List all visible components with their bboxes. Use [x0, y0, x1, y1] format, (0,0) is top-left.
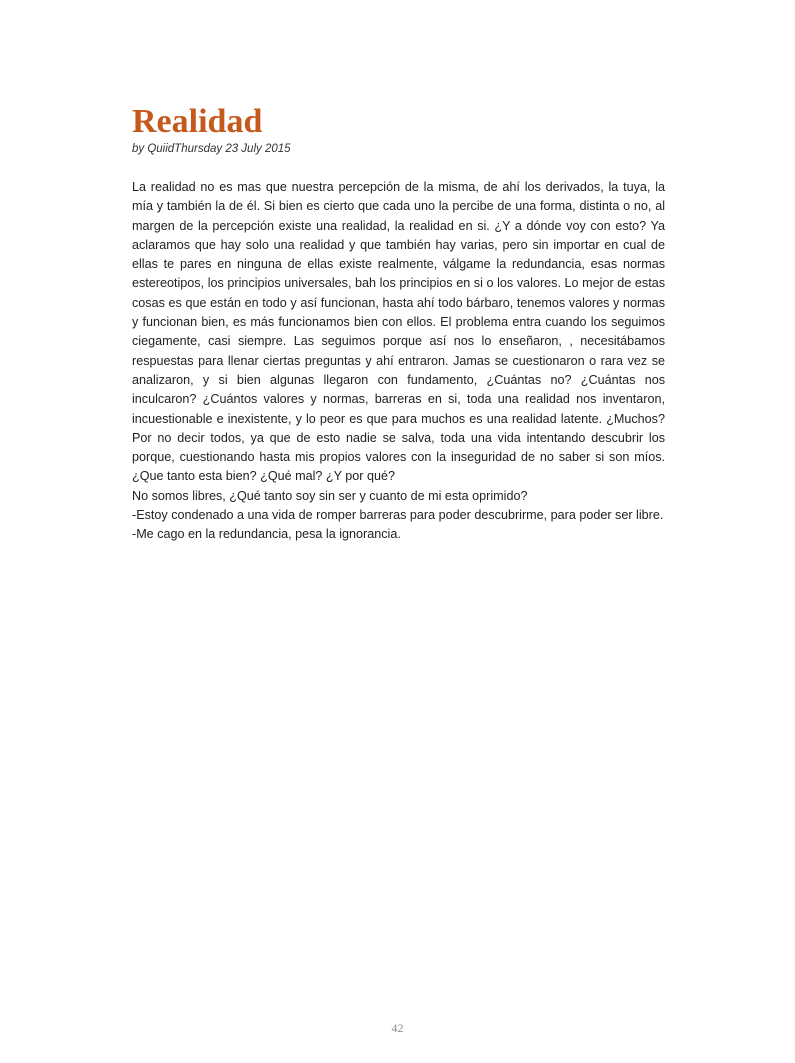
body-paragraph: No somos libres, ¿Qué tanto soy sin ser y cuanto de mi esta oprimido? — [132, 488, 528, 503]
body-paragraph: -Estoy condenado a una vida de romper barreras para poder descubrirme, para poder ser libre. — [132, 508, 664, 523]
body-paragraph: La realidad no es mas que nuestra percepción de la misma, de ahí los derivados, la tuya, la mía y también la de él. Si bien es cierto que cada uno la percibe de una forma, distinta o no, al margen de la percepción existe una realidad, la realidad en si. ¿Y a dónde voy con esto? Ya aclaramos que hay solo una realidad y que también hay varias, pero sin importar en cual de ellas te pares en ninguna de ellas existe realmente, válgame la redundancia, esas normas estereotipos, los principios universales, bah los principios en si o los valores. Lo mejor de estas cosas es que están en todo y así funcionan, hasta ahí todo bárbaro, tenemos valores y normas y funcionan bien, es más funcionamos bien con ellos. El problema entra cuando los seguimos ciegamente, casi siempre. Las seguimos porque así nos lo enseñaron, , necesitábamos respuestas para llenar ciertas preguntas y ahí entraron. Jamas se cuestionaron o rara vez se analizaron, y si bien algunas llegaron con fundamento, ¿Cuántas no? ¿Cuántas nos inculcaron? ¿Cuántos valores y normas, barreras en si, toda una realidad nos inventaron, incuestionable e inexistente, y lo peor es que para muchos es una realidad latente. ¿Muchos? Por no decir todos, ya que de esto nadie se salva, toda una vida intentando descubrir los porque, cuestionando hasta mis propios valores con la inseguridad de no saber si son míos. ¿Que tanto esta bien? ¿Qué mal? ¿Y por qué? — [132, 180, 665, 484]
page-number: 42 — [391, 1021, 404, 1035]
article-body — [132, 178, 665, 545]
article-title: Realidad — [132, 103, 263, 140]
body-paragraph: -Me cago en la redundancia, pesa la ignorancia. — [132, 527, 401, 542]
article-byline: by QuiidThursday 23 July 2015 — [132, 143, 291, 155]
